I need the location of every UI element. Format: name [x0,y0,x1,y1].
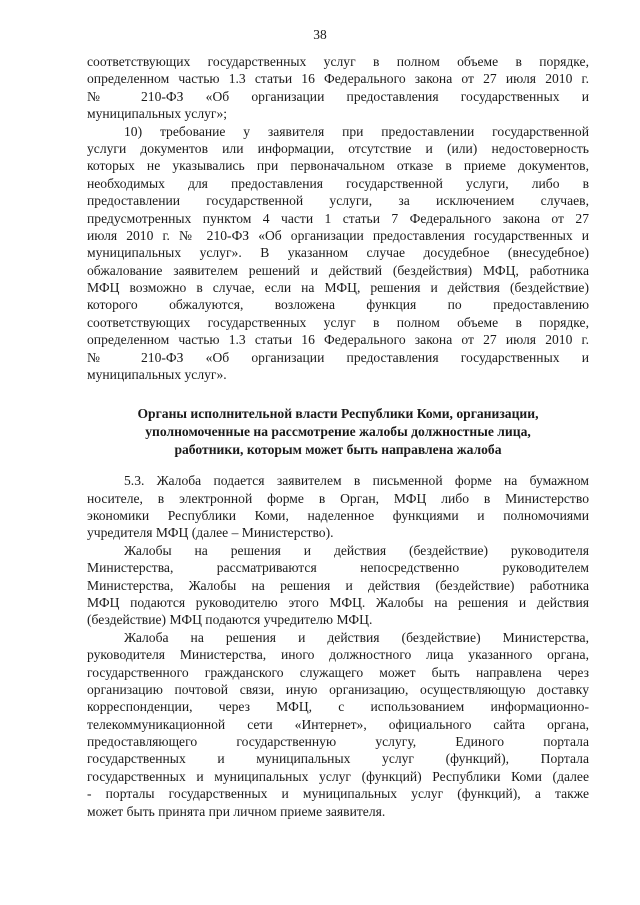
text-line: необходимых для предоставления государственной услуги, либо в [87,175,589,191]
text-line: - порталы государственных и муниципальных услуг (функций), а также [87,786,589,802]
text-line: № 210-ФЗ «Об организации предоставления государственных и [87,349,589,365]
text-line: соответствующих государственных услуг в полном объеме в порядке, [87,54,589,69]
text-line: носителе, в электронной форме в Орган, МФЦ либо в Министерство [87,490,589,506]
paragraph-ministry-complaint [87,629,589,820]
page-content [87,53,589,820]
text-line: государственных и муниципальных услуг (функций), Портала [87,751,589,767]
text-line: услуги документов или информации, отсутствие и (или) недостоверность [87,140,589,156]
text-line: предоставляющего государственную услугу, Единого портала [87,734,589,750]
heading-line: работники, которым может быть направлена жалоба [174,441,502,457]
text-line: экономики Республики Коми, наделенное функциями и полномочиями [87,507,589,523]
text-line: которого обжалуются, возложена функция по предоставлению [87,297,589,313]
text-line: № 210-ФЗ «Об организации предоставления государственных и [87,88,589,104]
text-line: 10) требование у заявителя при предоставлении государственной [124,123,589,139]
text-line: муниципальных услуг». [87,367,227,383]
spacer [87,383,589,405]
text-line: определенном частью 1.3 статьи 16 Федерального закона от 27 июля 2010 г. [87,332,589,348]
heading-line: уполномоченные на рассмотрение жалобы должностные лица, [145,424,531,440]
text-line: может быть принята при личном приеме заявителя. [87,803,386,819]
paragraph-complaints [87,542,589,629]
text-line: телекоммуникационной сети «Интернет», официального сайта органа, [87,716,589,732]
text-line: государственных и муниципальных услуг (функций) Республики Коми (далее [87,768,589,784]
paragraph-continuation [87,53,589,123]
text-line: определенном частью 1.3 статьи 16 Федерального закона от 27 июля 2010 г. [87,71,589,87]
text-line: (бездействие) МФЦ подаются учредителю МФЦ. [87,612,373,628]
text-line: обжалование заявителем решений и действий (бездействия) МФЦ, работника [87,262,589,278]
text-line: соответствующих государственных услуг в полном объеме в порядке, [87,314,589,330]
paragraph-5-3 [87,472,589,542]
text-line: Жалоба на решения и действия (бездействие) Министерства, [124,629,589,645]
text-line: которых не указывались при первоначальном отказе в приеме документов, [87,158,589,174]
text-line: Министерства, Жалобы на решения и действия (бездействие) работника [87,577,589,593]
text-line: Жалобы на решения и действия (бездействие) руководителя [124,542,589,558]
text-line: предоставлении государственной услуги, за исключением случаев, [87,193,589,209]
text-line: МФЦ подаются руководителю этого МФЦ. Жалобы на решения и действия [87,594,589,610]
text-line: руководителя Министерства, иного должностного лица указанного органа, [87,647,589,663]
text-line: организацию почтовой связи, иную организацию, осуществляющую доставку [87,681,589,697]
page-number: 38 [313,27,327,42]
text-line: июля 2010 г. № 210-ФЗ «Об организации предоставления государственных и [87,227,589,243]
spacer [87,458,589,472]
text-line: предусмотренных пунктом 4 части 1 статьи 7 Федерального закона от 27 [87,210,589,226]
text-line: МФЦ возможно в случае, если на МФЦ, решения и действия (бездействие) [87,280,589,296]
text-line: муниципальных услуг»; [87,106,228,122]
heading-line: Органы исполнительной власти Республики Коми, организации, [137,406,539,422]
text-line: муниципальных услуг». В указанном случае досудебное (внесудебное) [87,245,589,261]
text-line: государственного гражданского служащего может быть направлена через [87,664,589,680]
text-line: учредителя МФЦ (далее – Министерство). [87,525,334,541]
text-line: корреспонденции, через МФЦ, с использованием информационно- [87,699,589,715]
section-heading [87,405,589,458]
text-line: 5.3. Жалоба подается заявителем в письменной форме на бумажном [124,473,589,489]
text-line: Министерства, рассматриваются непосредственно руководителем [87,560,589,576]
paragraph-item-10 [87,123,589,384]
